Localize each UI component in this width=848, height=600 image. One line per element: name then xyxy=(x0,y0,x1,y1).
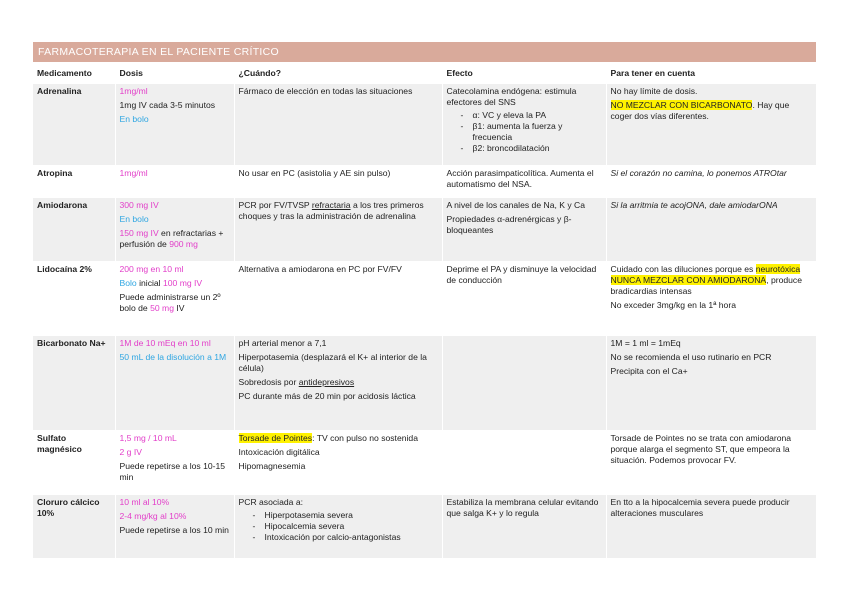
cell-dosis xyxy=(115,166,234,198)
drug-table xyxy=(33,65,816,559)
dose-fragment: en refractarias + perfusión de xyxy=(119,228,224,249)
effect-text: Catecolamina endógena: estimula efectores del SNS xyxy=(446,86,577,107)
header-dosis: Dosis xyxy=(115,65,234,84)
cell-tener xyxy=(606,262,816,336)
header-efecto: Efecto xyxy=(442,65,606,84)
cell-efecto: Estabiliza la membrana celular evitando que salga K+ y lo regula xyxy=(442,495,606,559)
underlined-text: refractaria xyxy=(311,200,351,210)
note-text xyxy=(611,275,803,296)
cell-tener: En tto a la hipocalcemia severa puede producir alteraciones musculares xyxy=(606,495,816,559)
cell-dosis xyxy=(115,495,234,559)
dose-line: 1mg IV cada 3-5 minutos xyxy=(119,100,216,110)
cell-cuando: Alternativa a amiodarona en PC por FV/FV xyxy=(234,262,442,336)
table-row-adrenalina xyxy=(33,84,816,166)
dose-line: 1M de 10 mEq en 10 ml xyxy=(119,338,211,348)
cell-efecto xyxy=(442,431,606,495)
dose-line: En bolo xyxy=(119,214,149,224)
indication-line: Hipomagnesemia xyxy=(238,461,306,471)
dose-line: 10 ml al 10% xyxy=(119,497,170,507)
table-title: FARMACOTERAPIA EN EL PACIENTE CRÍTICO xyxy=(33,42,816,62)
dose-line: Puede repetirse a los 10-15 min xyxy=(119,461,226,482)
list-item: - β1: aumenta la fuerza y frecuencia xyxy=(461,121,602,143)
dose-line xyxy=(120,228,230,250)
note-text xyxy=(611,100,790,121)
cell-efecto: Acción parasimpaticolítica. Aumenta el automatismo del NSA. xyxy=(442,166,606,198)
indication-line: Hiperpotasemia (desplazará el K+ al interior de la célula) xyxy=(238,352,427,373)
cell-dosis xyxy=(115,262,234,336)
table-row-bicarbonato xyxy=(33,336,816,431)
indication-line xyxy=(239,433,438,444)
dose-fragment: 50 mg xyxy=(150,303,174,313)
dose-line: 300 mg IV xyxy=(119,200,159,210)
indication-line: Intoxicación digitálica xyxy=(238,447,320,457)
cell-med: Atropina xyxy=(33,166,115,198)
highlighted-warning: NO MEZCLAR CON BICARBONATO xyxy=(610,100,753,110)
effect-line: Propiedades α-adrenérgicas y β-bloqueantes xyxy=(446,214,572,235)
indication-list xyxy=(239,510,438,543)
cell-efecto xyxy=(442,336,606,431)
cell-efecto: Deprime el PA y disminuye la velocidad de conducción xyxy=(442,262,606,336)
highlighted-warning: NUNCA MEZCLAR CON AMIODARONA xyxy=(610,275,767,285)
cell-med: Lidocaína 2% xyxy=(33,262,115,336)
note-line: No se recomienda el uso rutinario en PCR xyxy=(610,352,772,362)
dose-line: 50 mL de la disolución a 1M xyxy=(119,352,227,362)
cell-cuando xyxy=(234,198,442,262)
cell-tener xyxy=(606,336,816,431)
cell-cuando xyxy=(234,495,442,559)
highlighted-warning: neurotóxica xyxy=(755,264,801,274)
list-item: - Intoxicación por calcio-antagonistas xyxy=(253,532,438,543)
dose-fragment: IV xyxy=(173,303,185,313)
indication-line: PC durante más de 20 min por acidosis láctica xyxy=(238,391,416,401)
highlighted-term: Torsade de Pointes xyxy=(238,433,313,443)
dose-line: 1mg/ml xyxy=(119,168,148,178)
indication-line: pH arterial menor a 7,1 xyxy=(238,338,327,348)
cell-dosis xyxy=(115,336,234,431)
effect-list xyxy=(447,110,602,154)
table-row-sulfato-magnesico xyxy=(33,431,816,495)
note-line: No exceder 3mg/kg en la 1ª hora xyxy=(610,300,736,310)
list-item: - α: VC y eleva la PA xyxy=(461,110,602,121)
table-row-amiodarona xyxy=(33,198,816,262)
cell-med: Adrenalina xyxy=(33,84,115,166)
cell-efecto xyxy=(442,198,606,262)
dose-fragment: 150 mg IV xyxy=(119,228,159,238)
cell-med: Bicarbonato Na+ xyxy=(33,336,115,431)
effect-line: A nivel de los canales de Na, K y Ca xyxy=(446,200,586,210)
table-row-lidocaina xyxy=(33,262,816,336)
dose-line: 2-4 mg/kg al 10% xyxy=(119,511,187,521)
header-cuando: ¿Cuándo? xyxy=(234,65,442,84)
text-fragment: : TV con pulso no sostenida xyxy=(312,433,418,443)
note-fragment: , produce bradicardias intensas xyxy=(610,275,803,296)
dose-line: Puede repetirse a los 10 min xyxy=(119,525,229,535)
list-item: - Hipocalcemia severa xyxy=(253,521,438,532)
cell-tener: Si el corazón no camina, lo ponemos ATROtar xyxy=(606,166,816,198)
note-line: 1M = 1 ml = 1mEq xyxy=(610,338,681,348)
list-item: - Hiperpotasemia severa xyxy=(253,510,438,521)
cell-med: Amiodarona xyxy=(33,198,115,262)
dose-fragment: 900 mg xyxy=(169,239,198,249)
header-medicamento: Medicamento xyxy=(33,65,115,84)
cell-tener: Torsade de Pointes no se trata con amiodarona porque alarga el segmento ST, que empeora la situación. Podemos provocar FV. xyxy=(606,431,816,495)
table-header-row xyxy=(33,65,816,84)
note-line: Precipita con el Ca+ xyxy=(610,366,688,376)
note-fragment: Cuidado con las diluciones porque es xyxy=(610,264,756,274)
indication-text: PCR asociada a: xyxy=(238,497,303,507)
underlined-text: antidepresivos xyxy=(298,377,355,387)
table-row-cloruro-calcico xyxy=(33,495,816,559)
text-fragment: a los tres primeros choques y tras la administración de adrenalina xyxy=(238,200,424,221)
dose-line: 200 mg en 10 ml xyxy=(119,264,184,274)
dose-line: En bolo xyxy=(119,114,149,124)
cell-tener xyxy=(606,84,816,166)
dose-fragment: Bolo xyxy=(119,278,137,288)
dose-line xyxy=(120,292,230,314)
cell-dosis xyxy=(115,431,234,495)
dose-line: 1mg/ml xyxy=(119,86,148,96)
cell-tener: Si la arritmia te acojONA, dale amiodarONA xyxy=(606,198,816,262)
cell-dosis xyxy=(115,84,234,166)
header-tener: Para tener en cuenta xyxy=(606,65,816,84)
dose-line xyxy=(120,278,230,289)
table-row-atropina xyxy=(33,166,816,198)
cell-med: Sulfato magnésico xyxy=(33,431,115,495)
cell-cuando xyxy=(234,336,442,431)
dose-line: 2 g IV xyxy=(119,447,142,457)
cell-cuando: Fármaco de elección en todas las situaciones xyxy=(234,84,442,166)
note-line: No hay límite de dosis. xyxy=(610,86,698,96)
cell-efecto xyxy=(442,84,606,166)
dose-fragment: 100 mg IV xyxy=(162,278,203,288)
text-fragment: PCR por FV/TVSP xyxy=(238,200,312,210)
text-fragment: Sobredosis por xyxy=(238,377,299,387)
dose-line: 1,5 mg / 10 mL xyxy=(119,433,177,443)
cell-cuando xyxy=(234,431,442,495)
dose-fragment: inicial xyxy=(136,278,163,288)
indication-line xyxy=(239,377,438,388)
list-item: - β2: broncodilatación xyxy=(461,143,602,154)
cell-cuando: No usar en PC (asistolia y AE sin pulso) xyxy=(234,166,442,198)
cell-med: Cloruro cálcico 10% xyxy=(33,495,115,559)
dose-fragment: Puede administrarse un 2º bolo de xyxy=(119,292,221,313)
note-fragment: . Hay que coger dos vías diferentes. xyxy=(610,100,790,121)
cell-dosis xyxy=(115,198,234,262)
